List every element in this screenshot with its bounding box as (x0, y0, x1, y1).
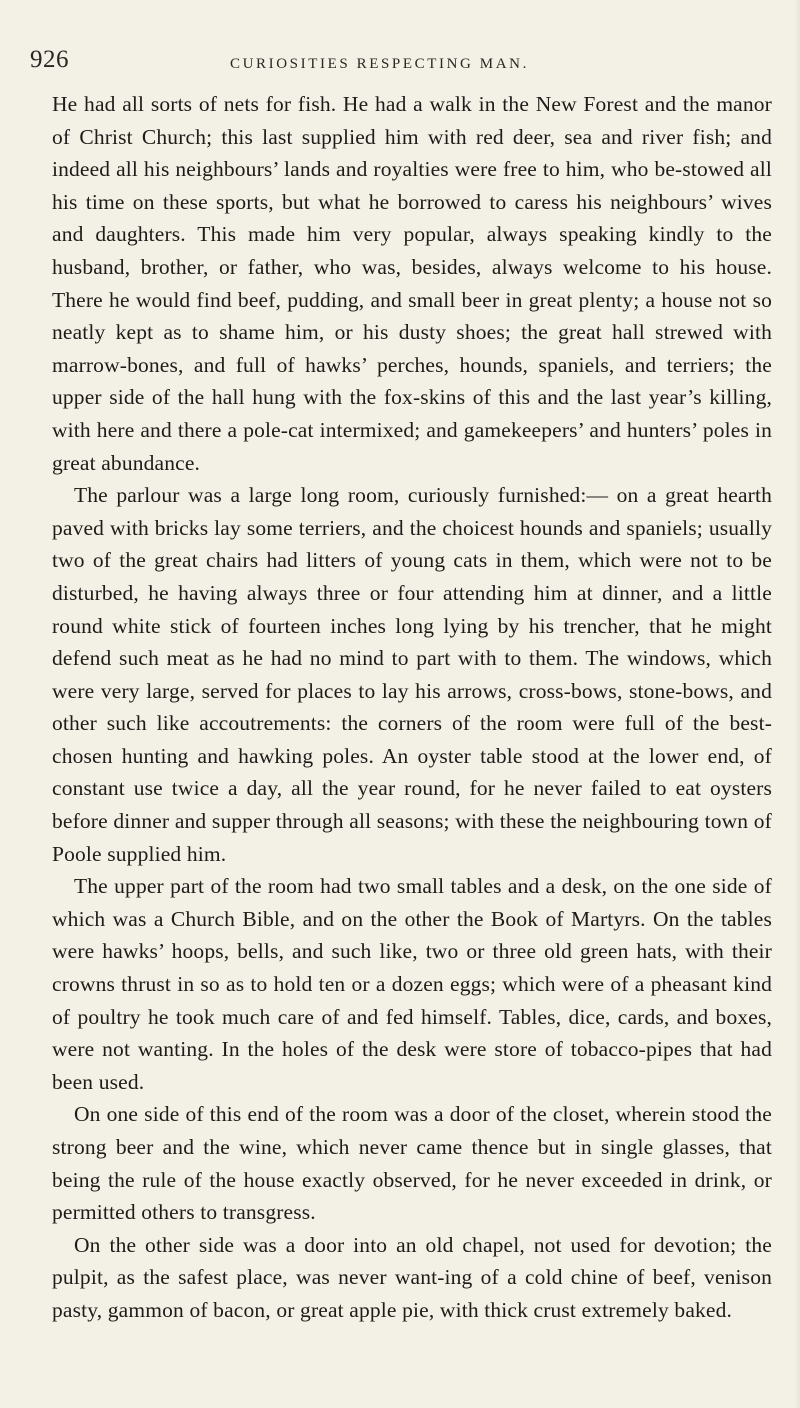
paragraph-5: On the other side was a door into an old chapel, not used for devotion; the pulpit, as the safest place, was never want-ing of a cold chine of beef, venison pasty, gammon of bacon, or great apple pie, with thick crust extremely baked. (52, 1232, 772, 1322)
page-number: 926 (30, 46, 69, 73)
page-edge-shadow (794, 0, 800, 1408)
running-title: CURIOSITIES RESPECTING MAN. (230, 56, 529, 72)
paragraph-2: The parlour was a large long room, curiously furnished:— on a great hearth paved with bricks lay some terriers, and the choicest hounds and spaniels; usually two of the great chairs had litters of young cats in them, which were not to be disturbed, he having always three or four attending him at dinner, and a little round white stick of fourteen inches long lying by his trencher, that he might defend such meat as he had no mind to part with to them. The windows, which were very large, served for places to lay his arrows, cross-bows, stone-bows, and other such like accoutrements: the corners of the room were full of the best-chosen hunting and hawking poles. An oyster table stood at the lower end, of constant use twice a day, all the year round, for he never failed to eat oysters before dinner and supper through all seasons; with these the neighbouring town of Poole supplied him. (52, 483, 772, 866)
paragraph-3: The upper part of the room had two small tables and a desk, on the one side of which was a Church Bible, and on the other the Book of Martyrs. On the tables were hawks’ hoops, bells, and such like, two or three old green hats, with their crowns thrust in so as to hold ten or a dozen eggs; which were of a pheasant kind of poultry he took much care of and fed himself. Tables, dice, cards, and boxes, were not wanting. In the holes of the desk were store of tobacco-pipes that had been used. (52, 874, 772, 1094)
page-header (30, 46, 770, 82)
body-text (52, 88, 772, 1327)
paragraph-1: He had all sorts of nets for fish. He had a walk in the New Forest and the manor of Christ Church; this last supplied him with red deer, sea and river fish; and indeed all his neighbours’ lands and royalties were free to him, who be-stowed all his time on these sports, but what he borrowed to caress his neighbours’ wives and daughters. This made him very popular, always speaking kindly to the husband, brother, or father, who was, besides, always welcome to his house. There he would find beef, pudding, and small beer in great plenty; a house not so neatly kept as to shame him, or his dusty shoes; the great hall strewed with marrow-bones, and full of hawks’ perches, hounds, spaniels, and terriers; the upper side of the hall hung with the fox-skins of this and the last year’s killing, with here and there a pole-cat intermixed; and gamekeepers’ and hunters’ poles in great abundance. (52, 92, 772, 475)
paragraph-4: On one side of this end of the room was a door of the closet, wherein stood the strong beer and the wine, which never came thence but in single glasses, that being the rule of the house exactly observed, for he never exceeded in drink, or permitted others to transgress. (52, 1102, 772, 1225)
